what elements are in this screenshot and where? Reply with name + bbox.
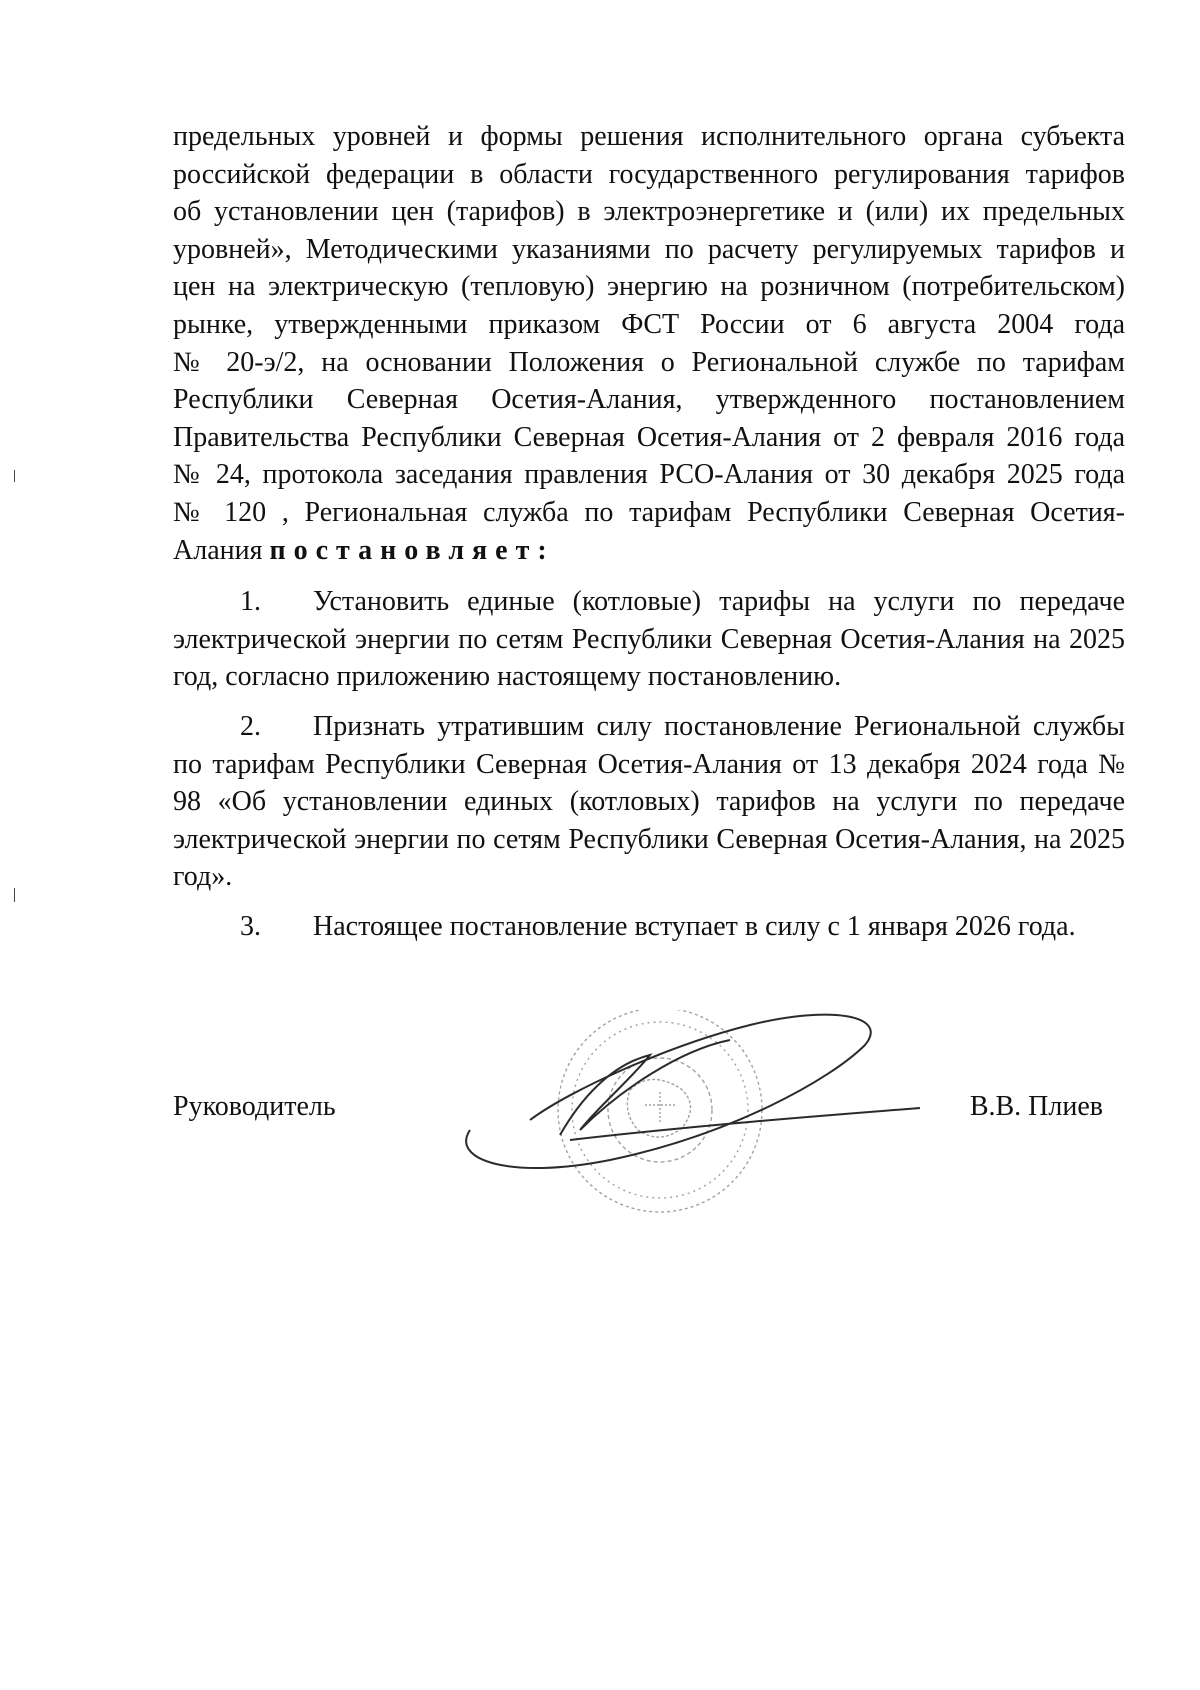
intro-line: Правительства Республики Северная Осетия-Алания от 2 февраля 2016 года [173, 421, 1125, 453]
stamp-graphic [450, 1010, 930, 1280]
decree-word: постановляет: [269, 534, 555, 566]
item-number: 2. [240, 710, 261, 742]
official-stamp-and-signature [450, 1010, 930, 1280]
intro-line: рынке, утвержденными приказом ФСТ России от 6 августа 2004 года [173, 308, 1125, 340]
intro-line: об установлении цен (тарифов) в электроэнергетике и (или) их предельных [173, 196, 1125, 228]
intro-line: № 24, протокола заседания правления РСО-Алания от 30 декабря 2025 года [173, 459, 1125, 491]
intro-line: российской федерации в области государственного регулирования тарифов [173, 158, 1125, 190]
signatory-name: В.В. Плиев [969, 1091, 1103, 1122]
intro-line: цен на электрическую (тепловую) энергию на розничном (потребительском) [173, 271, 1125, 303]
item-text: Настоящее постановление вступает в силу с 1 января 2026 года. [313, 910, 1076, 942]
signature-block [173, 1091, 1103, 1131]
signatory-title: Руководитель [173, 1091, 336, 1122]
document-body [173, 118, 1125, 945]
intro-last-prefix: Алания [173, 534, 263, 566]
item-text: Установить единые (котловые) тарифы на услуги по передаче электрической энергии по сетям Республики Северная Осетия-Алания на 2025 год, согласно приложению настоящему постановлению. [173, 586, 1125, 693]
item-number: 1. [240, 586, 261, 618]
intro-line: № 20-э/2, на основании Положения о Региональной службе по тарифам [173, 346, 1125, 378]
scan-margin-mark [14, 888, 15, 902]
intro-line: уровней», Методическими указаниями по расчету регулируемых тарифов и [173, 233, 1125, 265]
intro-line: предельных уровней и формы решения исполнительного органа субъекта [173, 121, 1125, 152]
intro-line: № 120 , Региональная служба по тарифам Республики Северная Осетия- [173, 496, 1125, 528]
decree-item [173, 583, 1125, 696]
decree-item [173, 708, 1125, 896]
intro-last-line [173, 532, 1125, 570]
scan-margin-mark [14, 470, 15, 482]
decree-item [173, 908, 1125, 946]
item-text: Признать утратившим силу постановление Региональной службы по тарифам Республики Северная Осетия-Алания от 13 декабря 2024 года № 98 «Об установлении единых (котловых) тарифов на услуги по передаче электрической энергии по сетям Республики Северная Осетия-Алания, на 2025 год». [173, 710, 1125, 893]
intro-line: Республики Северная Осетия-Алания, утвержденного постановлением [173, 384, 1125, 416]
item-number: 3. [240, 910, 261, 942]
